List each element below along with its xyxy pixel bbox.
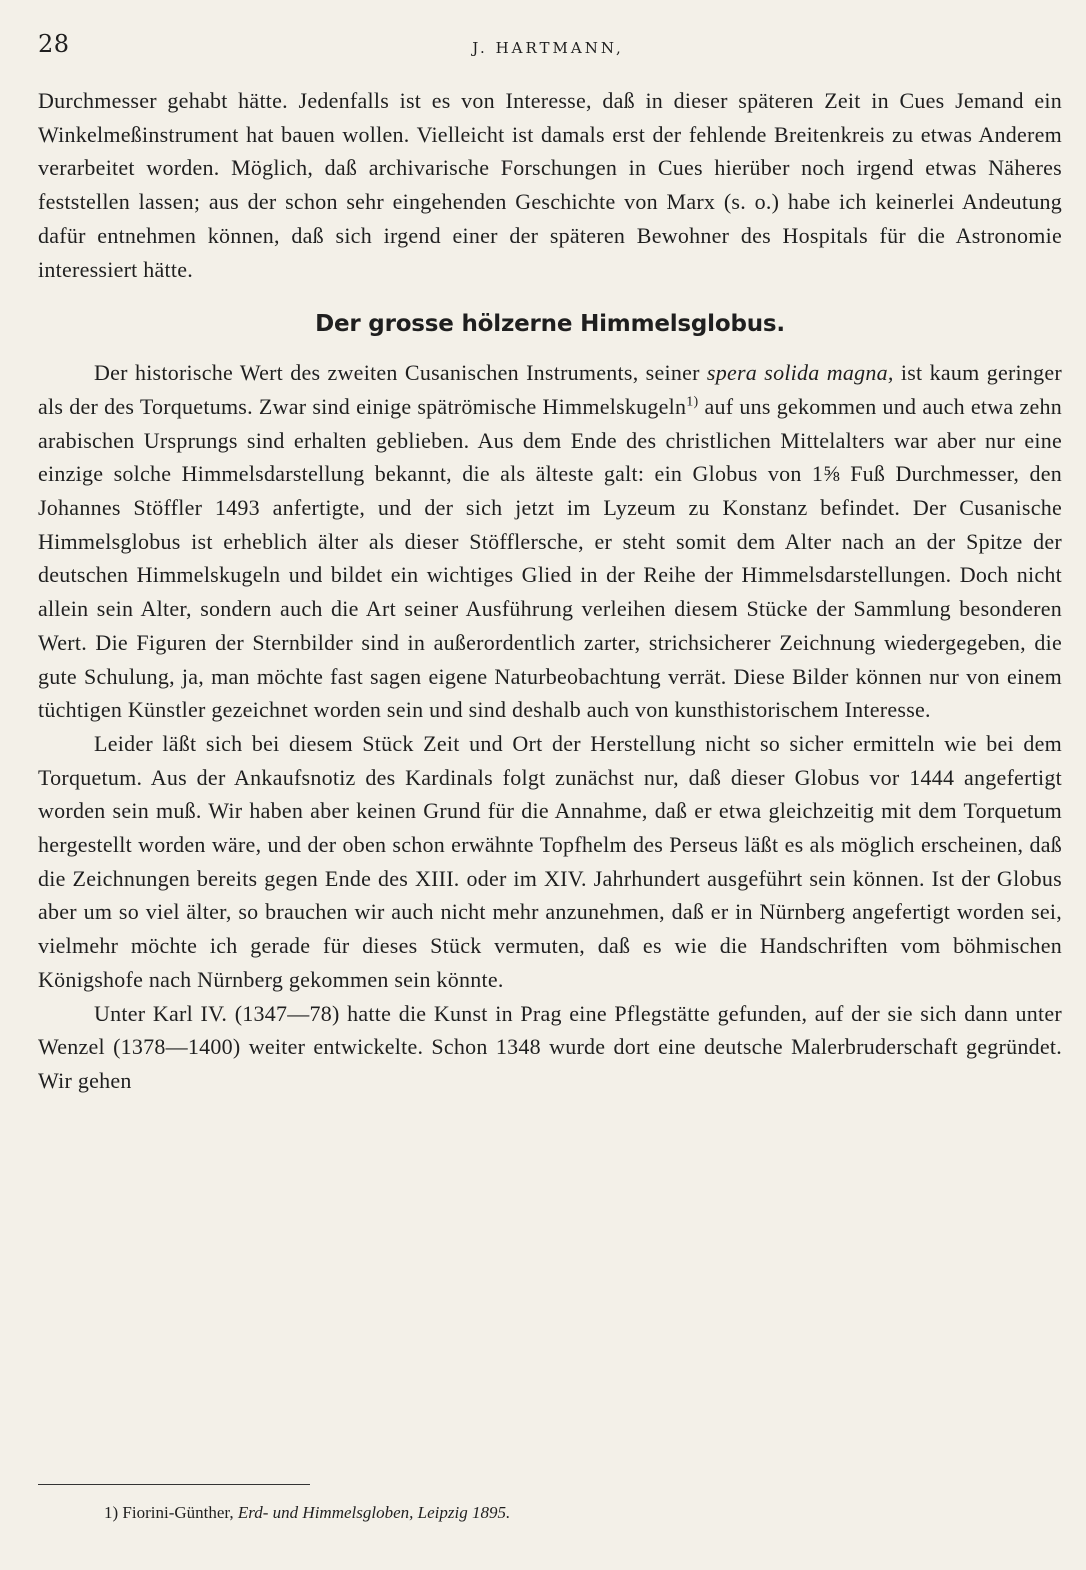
footnote-divider	[38, 1484, 310, 1485]
paragraph-continuation: Durchmesser gehabt hätte. Jedenfalls ist es von Interesse, daß in dieser späteren Zeit in Cues Jemand ein Winkelmeßinstrument hat bauen wollen. Vielleicht ist damals erst der fehlende Breitenkreis zu etwas Anderem verarbeitet worden. Möglich, daß archivarische Forschungen in Cues hierüber noch irgend etwas Näheres feststellen lassen; aus der schon sehr eingehenden Geschichte von Marx (s. o.) habe ich keinerlei Andeutung dafür entnehmen können, daß sich irgend einer der späteren Bewohner des Hospitals für die Astronomie interessiert hätte.	[38, 88, 1062, 282]
running-head: J. HARTMANN,	[472, 39, 624, 57]
paragraph-text-segment: auf uns gekommen und auch etwa zehn arabischen Ursprungs sind erhalten geblieben. Aus dem Ende des christlichen Mittelalters war aber nur eine einzige solche Himmelsdarstellung bekannt, die als älteste galt: ein Globus von 1⅝ Fuß Durchmesser, den Johannes Stöffler 1493 anfertigte, und der sich jetzt im Lyzeum zu Konstanz befindet. Der Cusanische Himmelsglobus ist erheblich älter als dieser Stöfflersche, er steht somit dem Alter nach an der Spitze der deutschen Himmelskugeln und bildet ein wichtiges Glied in der Reihe der Himmelsdarstellungen. Doch nicht allein sein Alter, sondern auch die Art seiner Ausführung verleihen diesem Stücke der Sammlung besonderen Wert. Die Figuren der Sternbilder sind in außerordentlich zarter, strichsicherer Zeichnung wiedergegeben, die gute Schulung, ja, man möchte fast sagen eigene Naturbeobachtung verrät. Diese Bilder können nur von einem tüchtigen Künstler gezeichnet worden sein und sind deshalb auch von kunsthistorischem Interesse.	[38, 393, 1063, 723]
footnote-marker: 1)	[104, 1503, 119, 1522]
footnote-author: Fiorini-Günther,	[122, 1503, 234, 1522]
section-heading: Der grosse hölzerne Himmelsglobus.	[315, 311, 785, 338]
paragraph-prague: Unter Karl IV. (1347—78) hatte die Kunst in Prag eine Pflegstätte gefunden, auf der sie sich dann unter Wenzel (1378—1400) weiter entwickelte. Schon 1348 wurde dort eine deutsche Malerbruderschaft gegründet. Wir gehen	[38, 1000, 1062, 1093]
paragraph-globus-intro	[38, 356, 1062, 727]
footnote	[104, 1501, 510, 1525]
paragraph-text-segment: Der historische Wert des zweiten Cusanischen Instruments, seiner	[94, 360, 707, 386]
page-header	[38, 28, 1058, 68]
body-text	[38, 84, 1062, 1098]
page-number: 28	[38, 30, 70, 58]
latin-title-italic: spera solida magna,	[706, 360, 894, 386]
footnote-title: Erd- und Himmelsgloben, Leipzig 1895.	[237, 1503, 511, 1522]
paragraph-dating: Leider läßt sich bei diesem Stück Zeit und Ort der Herstellung nicht so sicher ermitteln wie bei dem Torquetum. Aus der Ankaufsnotiz des Kardinals folgt zunächst nur, daß dieser Globus vor 1444 angefertigt worden sein muß. Wir haben aber keinen Grund für die Annahme, daß er etwa gleichzeitig mit dem Torquetum hergestellt worden wäre, und der oben schon erwähnte Topfhelm des Perseus läßt es als möglich erscheinen, daß die Zeichnungen bereits gegen Ende des XIII. oder im XIV. Jahrhundert ausgeführt sein können. Ist der Globus aber um so viel älter, so brauchen wir auch nicht mehr anzunehmen, daß er in Nürnberg angefertigt worden sei, vielmehr möchte ich gerade für dieses Stück vermuten, daß es wie die Handschriften vom böhmischen Königshofe nach Nürnberg gekommen sein könnte.	[38, 730, 1062, 992]
footnote-reference: 1)	[686, 394, 699, 410]
paragraph-text-segment: ist kaum geringer als der des Torquetums. Zwar sind einige spätrömische Himmelskugeln	[38, 360, 1063, 419]
